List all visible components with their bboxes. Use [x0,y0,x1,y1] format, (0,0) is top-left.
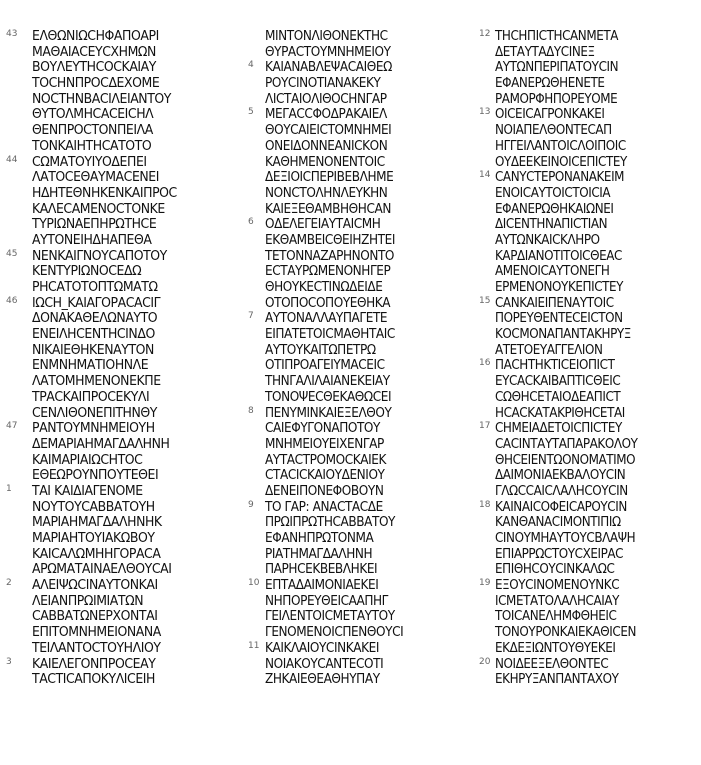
line-text: ΚΑΙΚΛΑΙΟΥϹΙΝΚΑΚΕΙ [265,640,379,656]
line-text: ΝΙΚΑΙΕΘΗΚΕΝΑΥΤΟΝ [32,342,154,358]
verse-number: 16 [479,358,491,369]
line-text: ΚΑΡΔΙΑΝΟΤΙΤΟΙϹΘΕΑϹ [495,248,622,264]
text-line [246,280,478,296]
line-text: ΚΕΝΤΥΡΙΩΝΟϹΕΔΩ [32,264,142,280]
line-text: ΝΟΙΑΠΕΛΘΟΝΤΕϹΑΠ [495,123,612,139]
text-line [476,249,701,265]
line-text: ΖΗΚΑΙΕΘΕΑΘΗΥΠΑΥ [265,672,380,688]
text-line [246,406,478,422]
line-text: ΤΟΝΟΨΕϹΘΕΚΑΘΩϹΕΙ [265,389,392,405]
text-line [246,641,478,657]
line-text: ΘΥΤΟΛΜΗϹΑϹΕΙϹΗΛ [32,107,154,123]
line-text: ΚΑΙΕΞΕΘΑΜΒΗΘΗϹΑΝ [265,201,391,217]
line-text: ΑΛΕΙΨΩϹΙΝΑΥΤΟΝΚΑΙ [32,578,158,594]
text-line [476,358,701,374]
line-text: ΟΥΔΕΕΚΕΙΝΟΙϹΕΠΙϹΤΕΥ [495,154,627,170]
text-line [246,311,478,327]
line-text: ΓΛΩϹϹΑΙϹΛΑΛΗϹΟΥϹΙΝ [495,483,628,499]
text-line [476,515,701,531]
line-text: ΚΑΘΗΜΕΝΟΝΕΝΤΟΙϹ [265,154,385,170]
text-line [0,249,250,265]
verse-number: 1 [6,483,12,494]
text-line [246,186,478,202]
text-line [0,657,250,673]
line-text: ΔΟΝΑΚΑΘΕΛΩΝΑΥΤΟ [32,311,158,327]
line-text: ΜΑΡΙΑΗΤΟΥΙΑΚΩΒΟΥ [32,531,155,546]
text-line [0,484,250,500]
text-line [0,29,250,45]
text-line [0,155,250,171]
text-line [476,641,701,657]
line-text: ΤΡΑϹΚΑΙΠΡΟϹΕΚΥΛΙ [32,389,150,405]
verse-number: 5 [248,107,254,118]
text-line [246,437,478,453]
verse-number: 2 [6,578,12,589]
line-text: ΑΥΤΩΝΚΑΙϹΚΛΗΡΟ [495,232,600,248]
text-line [0,515,250,531]
text-line [476,594,701,610]
line-text: ΝΗΠΟΡΕΥΘΕΙϹΑΑΠΗΓ [265,593,388,609]
line-text: ΕΚΗΡΥΞΑΝΠΑΝΤΑΧΟΥ [495,672,619,688]
text-line [0,500,250,516]
text-line [476,562,701,578]
text-line [246,296,478,312]
line-text: ΟΤΙΠΡΟΑΓΕΙΥΜΑϹΕΙϹ [265,358,385,374]
text-line [246,609,478,625]
line-text: ΘΕΝΠΡΟϹΤΟΝΠΕΙΛΑ [32,123,153,139]
line-text: ΠΡΩΙΠΡΩΤΗϹΑΒΒΑΤΟΥ [265,515,396,531]
line-text: ΚΑΝΘΑΝΑϹΙΜΟΝΤΙΠΙΩ [495,515,621,531]
verse-number: 44 [6,154,18,165]
line-text: ΤΟ ΓΑΡ: ΑΝΑϹΤΑϹΔΕ [265,499,383,515]
text-line [0,296,250,312]
line-text: ΑΥΤΑϹΤΡΟΜΟϹΚΑΙΕΚ [265,452,386,468]
text-line [246,233,478,249]
line-text: ΕΠΙΤΟΜΝΗΜΕΙΟΝΑΝΑ [32,625,161,641]
text-line [246,170,478,186]
line-text: ΤΕΙΛΑΝΤΟϹΤΟΥΗΛΙΟΥ [32,640,161,656]
line-text: ϹΩΜΑΤΟΥΙΥΟΔΕΠΕΙ [32,154,147,170]
line-text: ΤΑΙ ΚΑΙΔΙΑΓΕΝΟΜΕ [32,483,143,499]
line-text: ΔΑΙΜΟΝΙΑΕΚΒΑΛΟΥϹΙΝ [495,468,626,484]
text-line [246,390,478,406]
line-text: ΛΙϹΤΑΙΟΛΙΘΟϹΗΝΓΑΡ [265,91,387,107]
text-line [246,139,478,155]
text-line [476,92,701,108]
text-line [0,531,250,547]
text-line [476,468,701,484]
text-line [0,45,250,61]
text-line [476,609,701,625]
text-line [246,107,478,123]
text-line [0,421,250,437]
line-text: ϹΑϹΙΝΤΑΥΤΑΠΑΡΑΚΟΛΟΥ [495,436,638,452]
line-text: ϹΙΝΟΥΜΗΑΥΤΟΥϹΒΛΑΨΗ [495,531,636,546]
line-text: ΑΥΤΟΝΕΙΗΔΗΑΠΕΘΑ [32,232,152,248]
text-line [0,562,250,578]
text-line [0,233,250,249]
line-text: ΝΟϹΤΗΝΒΑϹΙΛΕΙΑΝΤΟΥ [32,91,171,107]
verse-number: 7 [248,311,254,322]
line-text: ΔΕΝΕΙΠΟΝΕΦΟΒΟΥΝ [265,483,384,499]
line-text: ΤΟΙϹΑΝΕΛΗΜΦΘΗΕΙϹ [495,609,617,625]
text-line [476,170,701,186]
line-text: ΗΓΓΕΙΛΑΝΤΟΙϹΛΟΙΠΟΙϹ [495,138,626,154]
text-line [246,343,478,359]
line-text: ΡΟΥϹΙΝΟΤΙΑΝΑΚΕΚΥ [265,76,381,92]
line-text: ΡΙΑΤΗΜΑΓΔΑΛΗΝΗ [265,546,373,562]
line-text: ϹΑΒΒΑΤΩΝΕΡΧΟΝΤΑΙ [32,609,158,625]
line-text: ΛΑΤΟΜΗΜΕΝΟΝΕΚΠΕ [32,374,161,390]
verse-number: 15 [479,295,491,306]
text-line [476,327,701,343]
text-line [0,92,250,108]
line-text: ΡΗϹΑΤΟΤΟΠΤΩΜΑΤΩ [32,280,158,295]
line-text: ΘΗϹΕΙΕΝΤΩΟΝΟΜΑΤΙΜΟ [495,452,636,468]
line-text: ΘΗΟΥΚΕϹΤΙΝΩΔΕΙΔΕ [265,280,383,295]
line-text: ΠΕΝΥΜΙΝΚΑΙΕΞΕΛΘΟΥ [265,405,392,421]
text-line [476,186,701,202]
line-text: ΜΕΓΑϹϹΦΟΔΡΑΚΑΙΕΛ [265,107,387,123]
text-line [476,374,701,390]
line-text: ΚΑΙΝΑΙϹΟΦΕΙϹΑΡΟΥϹΙΝ [495,499,627,515]
text-line [476,280,701,296]
text-line [0,202,250,218]
line-text: ϹΗΜΕΙΑΔΕΤΟΙϹΠΙϹΤΕΥ [495,421,622,437]
line-text: ΔΕΞΙΟΙϹΠΕΡΙΒΕΒΛΗΜΕ [265,170,394,186]
line-text: ΕΞΟΥϹΙΝΟΜΕΝΟΥΝΚϹ [495,578,620,594]
text-column-2 [246,29,478,688]
line-text: ΤΟΝΚΑΙΗΤΗϹΑΤΟΤΟ [32,138,152,154]
verse-number: 45 [6,248,18,259]
line-text: ΠΟΡΕΥΘΕΝΤΕϹΕΙϹΤΟΝ [495,311,623,327]
line-text: ΔΕΜΑΡΙΑΗΜΑΓΔΑΛΗΝΗ [32,436,170,452]
text-line [0,60,250,76]
line-text: ΤΥΡΙΩΝΑΕΠΗΡΩΤΗϹΕ [32,217,157,233]
line-text: ϹΩΘΗϹΕΤΑΙΟΔΕΑΠΙϹΤ [495,389,621,405]
line-text: ΤΕΤΟΝΝΑΖΑΡΗΝΟΝΤΟ [265,248,395,264]
text-line [476,421,701,437]
line-text: ΝΟΥΤΟΥϹΑΒΒΑΤΟΥΗ [32,499,155,515]
text-line [246,123,478,139]
line-text: ΤΟΝΟΥΡΟΝΚΑΙΕΚΑΘΙϹΕΝ [495,625,637,641]
line-text: ΑΥΤΩΝΠΕΡΙΠΑΤΟΥϹΙΝ [495,60,619,76]
line-text: ΜΝΗΜΕΙΟΥΕΙΧΕΝΓΑΡ [265,436,384,452]
verse-number: 8 [248,405,254,416]
line-text: ΑΥΤΟΥΚΑΙΤΩΠΕΤΡΩ [265,342,376,358]
line-text: ΕΠΙΘΗϹΟΥϹΙΝΚΑΛΩϹ [495,562,615,578]
line-text: ΤΗϹΗΠΙϹΤΗϹΑΝΜΕΤΑ [495,29,619,44]
line-text: ΑΤΕΤΟΕΥΑΓΓΕΛΙΟΝ [495,342,603,358]
text-line [0,609,250,625]
verse-number: 11 [248,640,260,651]
text-line [0,186,250,202]
text-line [0,311,250,327]
verse-number: 4 [248,60,254,71]
text-line [476,155,701,171]
line-text: ΤΟϹΗΝΠΡΟϹΔΕΧΟΜΕ [32,76,160,92]
text-line [0,672,250,688]
text-line [0,453,250,469]
line-text: ΕΦΑΝΕΡΩΘΗΚΑΙΩΝΕΙ [495,201,614,217]
text-line [476,107,701,123]
line-text: ΔΕΤΑΥΤΑΔΥϹΙΝΕΞ [495,44,595,60]
text-line [246,515,478,531]
text-line [0,641,250,657]
verse-number: 12 [479,29,491,39]
text-line [476,296,701,312]
line-text: ΚΟϹΜΟΝΑΠΑΝΤΑΚΗΡΥΞ [495,327,631,343]
line-text: ΑΡΩΜΑΤΑΙΝΑΕΛΘΟΥϹΑΙ [32,562,172,578]
text-line [0,547,250,563]
line-text: ΙΩϹΗ_ΚΑΙΑΓΟΡΑϹΑϹΙΓ [32,295,161,311]
text-line [476,29,701,45]
text-line [246,29,478,45]
text-line [476,233,701,249]
text-line [246,578,478,594]
verse-number: 47 [6,421,18,432]
line-text: ΜΑΡΙΑΗΜΑΓΔΑΛΗΝΗΚ [32,515,162,531]
line-text: ΕΚΘΑΜΒΕΙϹΘΕΙΗΖΗΤΕΙ [265,232,395,248]
text-line [246,484,478,500]
line-text: ΠΑϹΗΤΗΚΤΙϹΕΙΟΠΙϹΤ [495,358,615,374]
text-line [246,327,478,343]
text-line [246,249,478,265]
verse-number: 13 [479,107,491,118]
line-text: ΕΝΟΙϹΑΥΤΟΙϹΤΟΙϹΙΑ [495,185,611,201]
verse-number: 43 [6,29,18,39]
text-line [246,468,478,484]
text-line [476,484,701,500]
text-column-3 [476,29,701,688]
line-text: ΜΙΝΤΟΝΛΙΘΟΝΕΚΤΗϹ [265,29,388,44]
line-text: ΓΕΙΛΕΝΤΟΙϹΜΕΤΑΥΤΟΥ [265,609,395,625]
text-line [476,531,701,547]
text-line [0,594,250,610]
line-text: ϹΑΝΚΑΙΕΙΠΕΝΑΥΤΟΙϹ [495,295,614,311]
line-text: ΟΤΟΠΟϹΟΠΟΥΕΘΗΚΑ [265,295,391,311]
text-line [246,202,478,218]
text-line [0,327,250,343]
text-line [476,390,701,406]
text-line [246,217,478,233]
text-line [476,311,701,327]
text-line [0,139,250,155]
line-text: ΝΟΙΔΕΕΞΕΛΘΟΝΤΕϹ [495,656,609,672]
text-line [476,76,701,92]
text-line [246,531,478,547]
line-text: ΙϹΜΕΤΑΤΟΛΑΛΗϹΑΙΑΥ [495,593,620,609]
line-text: ΟΔΕΛΕΓΕΙΑΥΤΑΙϹΜΗ [265,217,381,233]
verse-number: 6 [248,217,254,228]
verse-number: 14 [479,170,491,181]
text-line [0,390,250,406]
line-text: ΒΟΥΛΕΥΤΗϹΟϹΚΑΙΑΥ [32,60,156,76]
line-text: ΘΟΥϹΑΙΕΙϹΤΟΜΝΗΜΕΙ [265,123,392,139]
text-line [476,406,701,422]
verse-number: 46 [6,295,18,306]
line-text: ΑΥΤΟΝΑΛΛΑΥΠΑΓΕΤΕ [265,311,388,327]
text-line [476,453,701,469]
line-text: ΤΗΝΓΑΛΙΛΑΙΑΝΕΚΕΙΑΥ [265,374,390,390]
line-text: ΚΑΙΕΛΕΓΟΝΠΡΟϹΕΑΥ [32,656,156,672]
line-text: ΚΑΙΜΑΡΙΑΙΩϹΗΤΟϹ [32,452,143,468]
text-line [246,60,478,76]
verse-number: 3 [6,656,12,667]
line-text: ΓΕΝΟΜΕΝΟΙϹΠΕΝΘΟΥϹΙ [265,625,404,641]
text-line [246,358,478,374]
line-text: ΕΠΤΑΔΑΙΜΟΝΙΑΕΚΕΙ [265,578,379,594]
text-line [0,578,250,594]
text-line [0,437,250,453]
line-text: ΡΑΜΟΡΦΗΠΟΡΕΥΟΜΕ [495,91,618,107]
verse-number: 17 [479,421,491,432]
text-line [476,60,701,76]
verse-number: 20 [479,656,491,667]
text-line [0,107,250,123]
verse-number: 9 [248,499,254,510]
text-line [476,578,701,594]
line-text: ΕΙΠΑΤΕΤΟΙϹΜΑΘΗΤΑΙϹ [265,327,395,343]
line-text: ΕΥϹΑϹΚΑΙΒΑΠΤΙϹΘΕΙϹ [495,374,621,390]
line-text: ΠΑΡΗϹΕΚΒΕΒΛΗΚΕΙ [265,562,378,578]
line-text: ϹΑΝΥϹΤΕΡΟΝΑΝΑΚΕΙΜ [495,170,625,186]
text-line [476,45,701,61]
text-line [0,406,250,422]
line-text: ΚΑΛΕϹΑΜΕΝΟϹΤΟΝΚΕ [32,201,165,217]
line-text: ΛΕΙΑΝΠΡΩΙΜΙΑΤΩΝ [32,593,144,609]
line-text: ΗΔΗΤΕΘΝΗΚΕΝΚΑΙΠΡΟϹ [32,185,177,201]
text-line [0,123,250,139]
text-line [476,123,701,139]
line-text: ΜΑΘΑΙΑϹΕΥϹΧΗΜΩΝ [32,44,156,60]
line-text: ΚΑΙϹΑΛΩΜΗΗΓΟΡΑϹΑ [32,546,161,562]
text-line [0,468,250,484]
text-line [0,264,250,280]
text-line [246,672,478,688]
text-line [476,343,701,359]
text-line [246,500,478,516]
line-text: ΛΑΤΟϹΕΘΑΥΜΑϹΕΝΕΙ [32,170,160,186]
text-line [246,421,478,437]
line-text: ΗϹΑϹΚΑΤΑΚΡΙΘΗϹΕΤΑΙ [495,405,625,421]
text-line [246,155,478,171]
text-line [246,45,478,61]
line-text: ΟΝΕΙΔΟΝΝΕΑΝΙϹΚΟΝ [265,138,388,154]
text-line [476,672,701,688]
text-line [246,625,478,641]
line-text: ϹΑΙΕΦΥΓΟΝΑΠΟΤΟΥ [265,421,381,437]
line-text: ΝΟΙΑΚΟΥϹΑΝΤΕϹΟΤΙ [265,656,384,672]
line-text: ΟΙϹΕΙϹΑΓΡΟΝΚΑΚΕΙ [495,107,605,123]
text-line [246,92,478,108]
text-line [0,343,250,359]
text-line [246,374,478,390]
text-line [246,453,478,469]
line-text: ΕϹΤΑΥΡΩΜΕΝΟΝΗΓΕΡ [265,264,391,280]
text-line [246,657,478,673]
text-line [476,139,701,155]
line-text: ΑΜΕΝΟΙϹΑΥΤΟΝΕΓΗ [495,264,610,280]
text-line [246,264,478,280]
line-text: ΕΠΙΑΡΡΩϹΤΟΥϹΧΕΙΡΑϹ [495,546,624,562]
line-text: ΘΥΡΑϹΤΟΥΜΝΗΜΕΙΟΥ [265,44,391,60]
text-line [476,202,701,218]
line-text: ΕΛΘΩΝΙΩϹΗΦΑΠΟΑΡΙ [32,29,159,44]
text-line [0,217,250,233]
text-line [246,594,478,610]
text-line [476,547,701,563]
line-text: ΕΦΑΝΕΡΩΘΗΕΝΕΤΕ [495,76,605,92]
line-text: ΕΝΜΝΗΜΑΤΙΟΗΝΛΕ [32,358,149,374]
text-line [476,625,701,641]
verse-number: 10 [248,578,260,589]
line-text: ϹΕΝΛΙΘΟΝΕΠΙΤΗΝΘΥ [32,405,157,421]
text-line [246,547,478,563]
text-line [246,562,478,578]
text-line [0,374,250,390]
verse-number: 18 [479,499,491,510]
text-line [0,170,250,186]
text-line [476,217,701,233]
text-line [476,437,701,453]
line-text: ϹΤΑϹΙϹΚΑΙΟΥΔΕΝΙΟΥ [265,468,385,484]
text-line [0,625,250,641]
text-line [476,264,701,280]
line-text: ΤΑϹΤΙϹΑΠΟΚΥΛΙϹΕΙΗ [32,672,155,688]
line-text: ΕΝΕΙΛΗϹΕΝΤΗϹΙΝΔΟ [32,327,155,343]
line-text: ΔΙϹΕΝΤΗΝΑΠΙϹΤΙΑΝ [495,217,608,233]
line-text: ΚΑΙΑΝΑΒΛΕΨΑϹΑΙΘΕΩ [265,60,392,76]
text-line [246,76,478,92]
line-text: ΝΟΝϹΤΟΛΗΝΛΕΥΚΗΝ [265,185,388,201]
verse-number: 19 [479,578,491,589]
text-line [476,657,701,673]
text-line [0,358,250,374]
text-line [0,76,250,92]
text-line [0,280,250,296]
line-text: ΝΕΝΚΑΙΓΝΟΥϹΑΠΟΤΟΥ [32,248,167,264]
line-text: ΡΑΝΤΟΥΜΝΗΜΕΙΟΥΗ [32,421,155,437]
line-text: ΕΚΔΕΞΙΩΝΤΟΥΘΥΕΚΕΙ [495,640,616,656]
line-text: ΕΦΑΝΗΠΡΩΤΟΝΜΑ [265,531,374,546]
text-line [476,500,701,516]
line-text: ΕΘΕΩΡΟΥΝΠΟΥΤΕΘΕΙ [32,468,159,484]
text-column-1 [0,29,250,688]
line-text: ΕΡΜΕΝΟΝΟΥΚΕΠΙϹΤΕΥ [495,280,624,295]
